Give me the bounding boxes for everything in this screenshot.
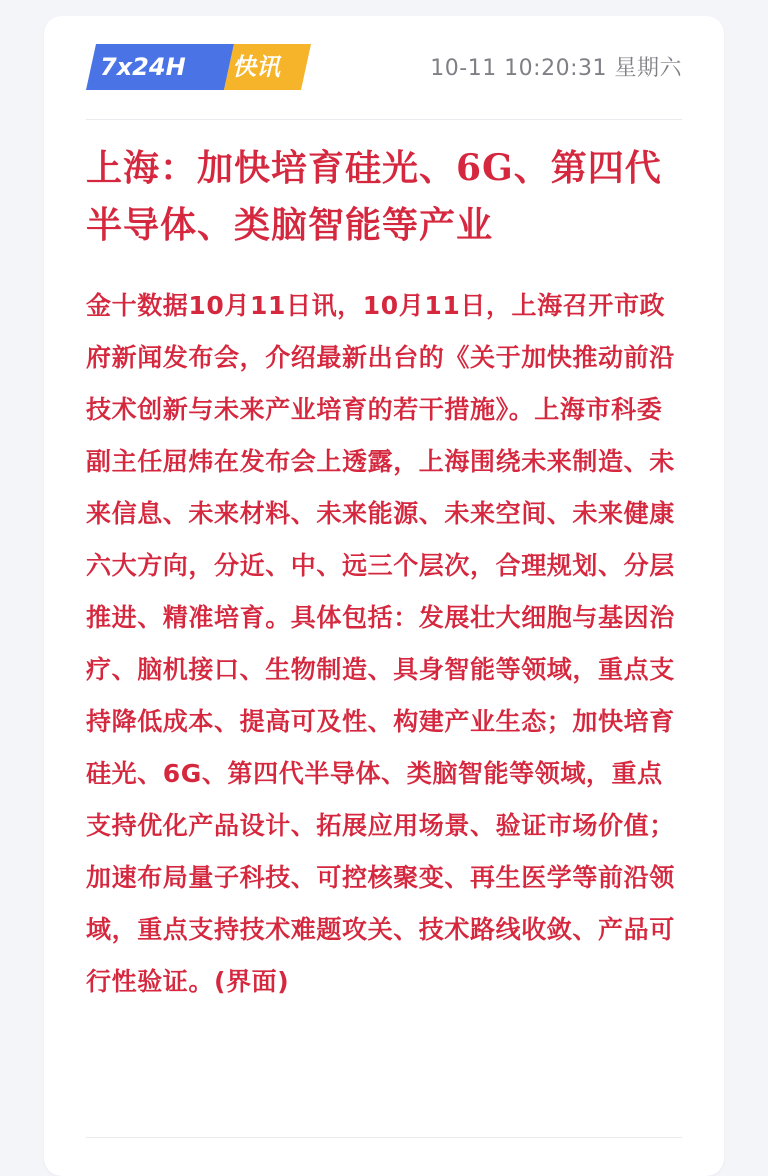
flash-news-badge (86, 44, 311, 90)
footer-divider (86, 1137, 682, 1138)
article-title: 上海：加快培育硅光、6G、第四代半导体、类脑智能等产业 (86, 147, 662, 246)
header-divider (86, 119, 682, 120)
badge-label-7x24h: 7x24H (100, 53, 186, 81)
article-body: 金十数据10月11日讯，10月11日，上海召开市政府新闻发布会，介绍最新出台的《关于加快推动前沿技术创新与未来产业培育的若干措施》。上海市科委副主任屈炜在发布会上透露，上海围绕未来制造、未来信息、未来材料、未来能源、未来空间、未来健康六大方向，分近、中、远三个层次，合理规划、分层推进、精准培育。具体包括：发展壮大细胞与基因治疗、脑机接口、生物制造、具身智能等领域，重点支持降低成本、提高可及性、构建产业生态；加快培育硅光、6G、第四代半导体、类脑智能等领域，重点支持优化产品设计、拓展应用场景、验证市场价值；加速布局量子科技、可控核聚变、再生医学等前沿领域，重点支持技术难题攻关、技术路线收敛、产品可行性验证。(界面) (86, 291, 675, 996)
badge-label-flash: 快讯 (232, 53, 280, 81)
news-flash-card (44, 16, 724, 1176)
publish-timestamp: 10-11 10:20:31 星期六 (430, 56, 682, 81)
card-header (44, 16, 724, 120)
